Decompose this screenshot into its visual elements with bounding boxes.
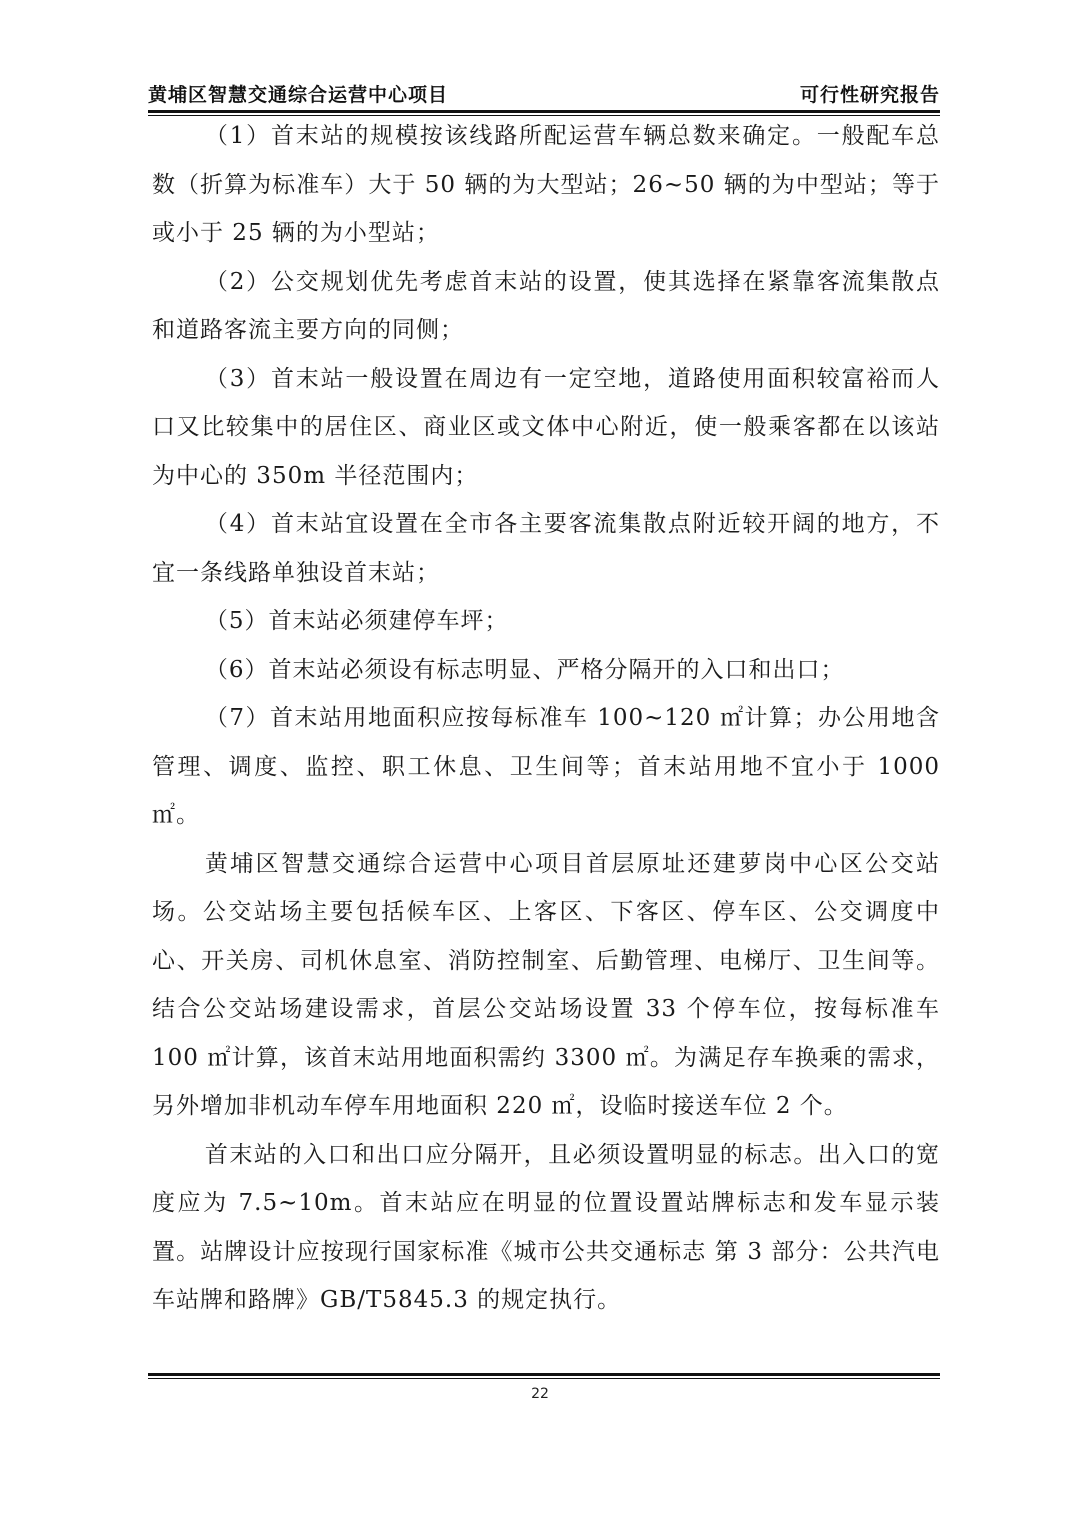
header-report-type: 可行性研究报告 [799, 84, 940, 106]
header-project-title: 黄埔区智慧交通综合运营中心项目 [148, 84, 449, 106]
paragraph-rule-2: （2）公交规划优先考虑首末站的设置，使其选择在紧靠客流集散点和道路客流主要方向的同侧； [152, 268, 940, 343]
paragraph-bus-station-overview: 黄埔区智慧交通综合运营中心项目首层原址还建萝岗中心区公交站场。公交站场主要包括候车区、上客区、下客区、停车区、公交调度中心、开关房、司机休息室、消防控制室、后勤管理、电梯厅、卫生间等。结合公交站场建设需求，首层公交站场设置 33 个停车位，按每标准车 100 ㎡计算，该首末站用地面积需约 3300 ㎡。为满足存车换乘的需求，另外增加非机动车停车用地面积 220 ㎡，设临时接送车位 2 个。 [152, 850, 940, 1119]
paragraph-rule-4: （4）首末站宜设置在全市各主要客流集散点附近较开阔的地方，不宜一条线路单独设首末站； [152, 511, 940, 586]
page-number: 22 [531, 1386, 549, 1402]
page-body [152, 112, 940, 1325]
footer-divider-thick [148, 1373, 940, 1376]
page-header [148, 80, 940, 114]
paragraph-entrance-exit: 首末站的入口和出口应分隔开，且必须设置明显的标志。出入口的宽度应为 7.5~10m。首末站应在明显的位置设置站牌标志和发车显示装置。站牌设计应按现行国家标准《城市公共交通标志 第 3 部分：公共汽电车站牌和路牌》GB/T5845.3 的规定执行。 [152, 1141, 940, 1313]
paragraph-rule-7: （7）首末站用地面积应按每标准车 100~120 ㎡计算；办公用地含管理、调度、监控、职工休息、卫生间等；首末站用地不宜小于 1000 ㎡。 [152, 705, 940, 828]
footer-divider-thin [148, 1378, 940, 1379]
paragraph-rule-1: （1）首末站的规模按该线路所配运营车辆总数来确定。一般配车总数（折算为标准车）大于 50 辆的为大型站；26~50 辆的为中型站；等于或小于 25 辆的为小型站； [152, 123, 940, 246]
paragraph-rule-5: （5）首末站必须建停车坪； [204, 608, 509, 634]
paragraph-rule-6: （6）首末站必须设有标志明显、严格分隔开的入口和出口； [204, 656, 845, 683]
paragraph-rule-3: （3）首末站一般设置在周边有一定空地，道路使用面积较富裕而人口又比较集中的居住区、商业区或文体中心附近，使一般乘客都在以该站为中心的 350m 半径范围内； [152, 365, 940, 489]
